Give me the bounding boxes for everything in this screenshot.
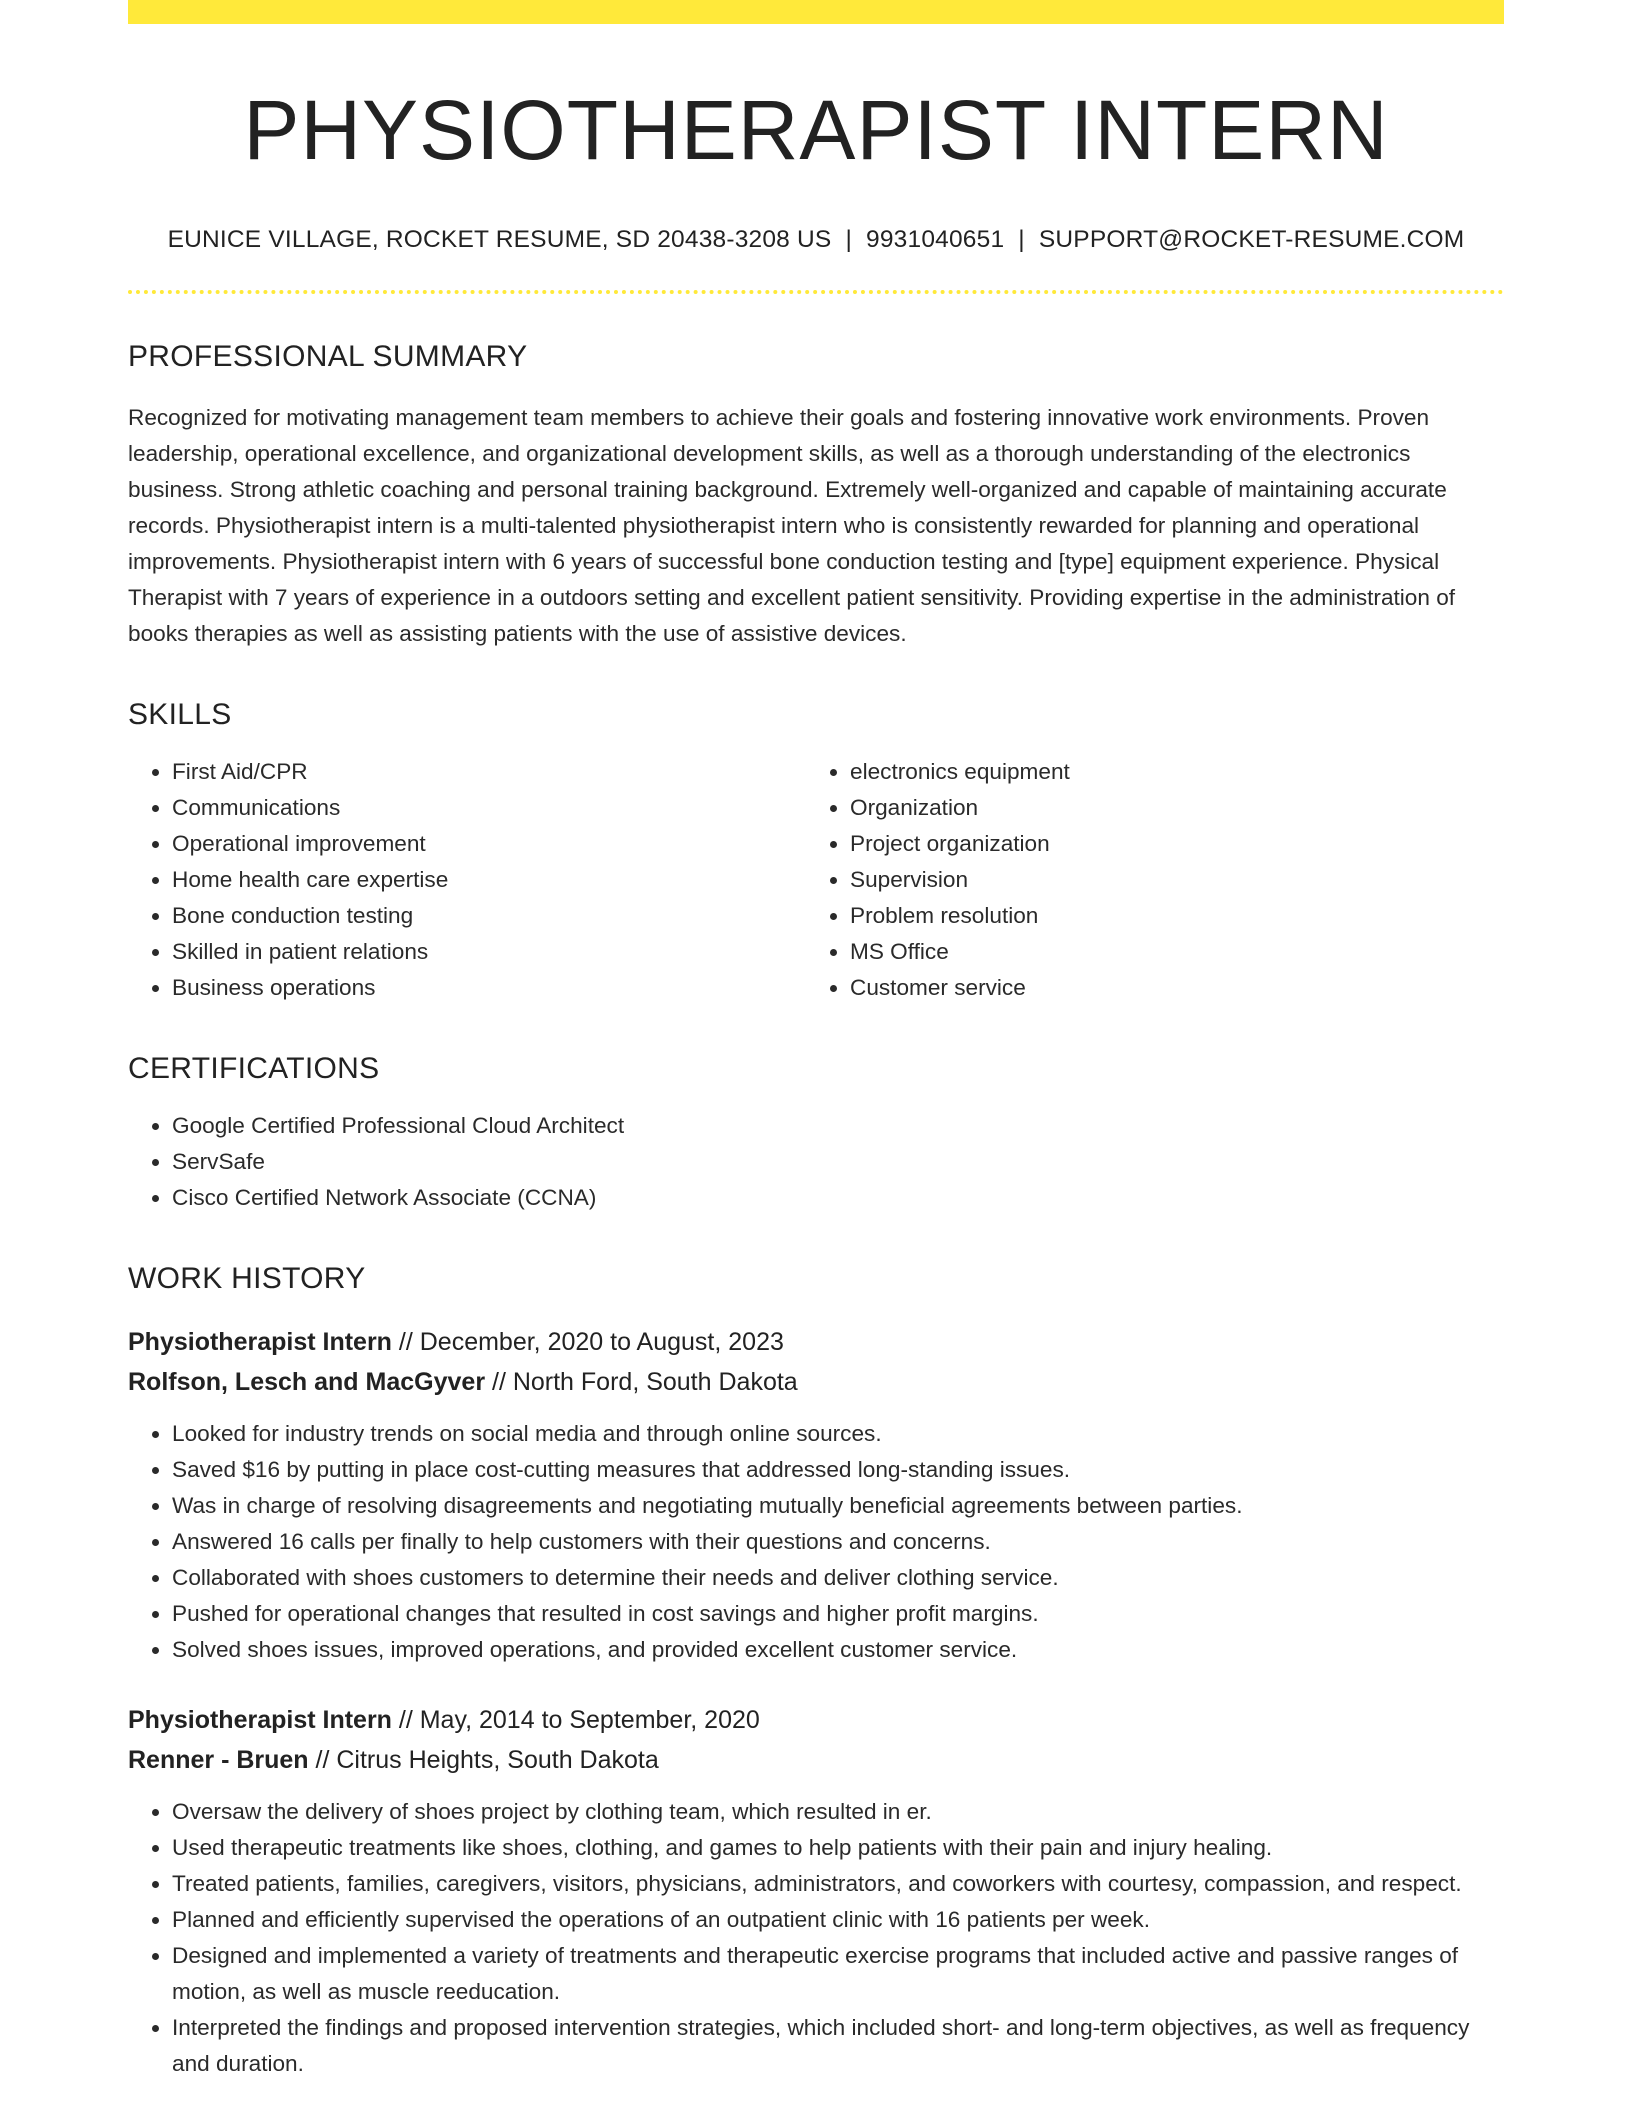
job-company: Renner - Bruen <box>128 1746 309 1775</box>
skill-item: • First Aid/CPR <box>172 754 806 790</box>
skills-heading: SKILLS <box>128 698 232 732</box>
job-bullet: • Saved $16 by putting in place cost-cutting measures that addressed long-standing issues. <box>172 1452 1504 1488</box>
accent-top-bar <box>128 0 1504 24</box>
job-bullet: • Oversaw the delivery of shoes project by clothing team, which resulted in er. <box>172 1794 1504 1830</box>
job-role: Physiotherapist Intern <box>128 1706 392 1735</box>
certification-item: • Cisco Certified Network Associate (CCNA) <box>172 1180 1504 1216</box>
certifications-list <box>128 1108 1504 1216</box>
skill-item: • Problem resolution <box>850 898 1484 934</box>
skills-list-right <box>806 754 1484 1006</box>
job-role: Physiotherapist Intern <box>128 1328 392 1357</box>
job-company-line <box>128 1362 1504 1402</box>
job-bullet: • Used therapeutic treatments like shoes, clothing, and games to help patients with their pain and injury healing. <box>172 1830 1504 1866</box>
job-bullet: • Looked for industry trends on social media and through online sources. <box>172 1416 1504 1452</box>
skill-item: • Customer service <box>850 970 1484 1006</box>
job-location: // Citrus Heights, South Dakota <box>308 1746 659 1775</box>
job-bullet: • Designed and implemented a variety of treatments and therapeutic exercise programs that included active and passive ranges of motion, as well as muscle reeducation. <box>172 1938 1504 2010</box>
contact-separator: | <box>1018 226 1025 254</box>
skill-item: • Operational improvement <box>172 826 806 862</box>
certifications-heading: CERTIFICATIONS <box>128 1052 380 1086</box>
skills-column-right <box>806 754 1484 1006</box>
skill-item: • Home health care expertise <box>172 862 806 898</box>
skill-item: • Project organization <box>850 826 1484 862</box>
contact-address: EUNICE VILLAGE, ROCKET RESUME, SD 20438-3208 US <box>167 226 832 254</box>
job-company: Rolfson, Lesch and MacGyver <box>128 1368 486 1397</box>
job-bullet: • Solved shoes issues, improved operations, and provided excellent customer service. <box>172 1632 1504 1668</box>
job-bullet: • Treated patients, families, caregivers, visitors, physicians, administrators, and coworkers with courtesy, compassion, and respect. <box>172 1866 1504 1902</box>
skill-item: • electronics equipment <box>850 754 1484 790</box>
contact-email: SUPPORT@ROCKET-RESUME.COM <box>1038 226 1465 254</box>
resume-name-title: PHYSIOTHERAPIST INTERN <box>243 83 1389 177</box>
skills-columns <box>128 754 1504 1006</box>
contact-separator: | <box>845 226 853 254</box>
skill-item: • MS Office <box>850 934 1484 970</box>
header-divider <box>128 290 1504 294</box>
summary-heading: PROFESSIONAL SUMMARY <box>128 340 528 374</box>
skills-column-left <box>128 754 806 1006</box>
job-company-line <box>128 1740 1504 1780</box>
job-title-line <box>128 1322 1504 1362</box>
work-history-heading: WORK HISTORY <box>128 1262 366 1296</box>
skill-item: • Communications <box>172 790 806 826</box>
job-location: // North Ford, South Dakota <box>485 1368 798 1397</box>
job-dates: // May, 2014 to September, 2020 <box>391 1706 760 1735</box>
job-bullet-list <box>128 1416 1504 1668</box>
job-bullet: • Was in charge of resolving disagreements and negotiating mutually beneficial agreements between parties. <box>172 1488 1504 1524</box>
job-bullet: • Interpreted the findings and proposed intervention strategies, which included short- and long-term objectives, as well as frequency and duration. <box>172 2010 1504 2082</box>
job-dates: // December, 2020 to August, 2023 <box>391 1328 784 1357</box>
job-entry <box>128 1322 1504 1668</box>
contact-phone: 9931040651 <box>866 226 1005 254</box>
skills-list-left <box>128 754 806 1006</box>
resume-page <box>128 0 1504 2082</box>
job-bullet: • Collaborated with shoes customers to determine their needs and deliver clothing service. <box>172 1560 1504 1596</box>
job-bullet-list <box>128 1794 1504 2082</box>
certification-item: • Google Certified Professional Cloud Architect <box>172 1108 1504 1144</box>
job-bullet: • Planned and efficiently supervised the operations of an outpatient clinic with 16 patients per week. <box>172 1902 1504 1938</box>
certification-item: • ServSafe <box>172 1144 1504 1180</box>
contact-line <box>128 226 1504 254</box>
skill-item: • Skilled in patient relations <box>172 934 806 970</box>
skill-item: • Bone conduction testing <box>172 898 806 934</box>
job-bullet: • Answered 16 calls per finally to help customers with their questions and concerns. <box>172 1524 1504 1560</box>
job-bullet: • Pushed for operational changes that resulted in cost savings and higher profit margins. <box>172 1596 1504 1632</box>
skill-item: • Supervision <box>850 862 1484 898</box>
summary-paragraph: Recognized for motivating management team members to achieve their goals and fostering innovative work environments. Proven leadership, operational excellence, and organizational development skills, as well as a thorough understanding of the electronics business. Strong athletic coaching and personal training background. Extremely well-organized and capable of maintaining accurate records. Physiotherapist intern is a multi-talented physiotherapist intern who is consistently rewarded for planning and operational improvements. Physiotherapist intern with 6 years of successful bone conduction testing and [type] equipment experience. Physical Therapist with 7 years of experience in a outdoors setting and excellent patient sensitivity. Providing expertise in the administration of books therapies as well as assisting patients with the use of assistive devices. <box>128 405 1456 647</box>
job-title-line <box>128 1700 1504 1740</box>
skill-item: • Organization <box>850 790 1484 826</box>
skill-item: • Business operations <box>172 970 806 1006</box>
job-entry <box>128 1700 1504 2082</box>
